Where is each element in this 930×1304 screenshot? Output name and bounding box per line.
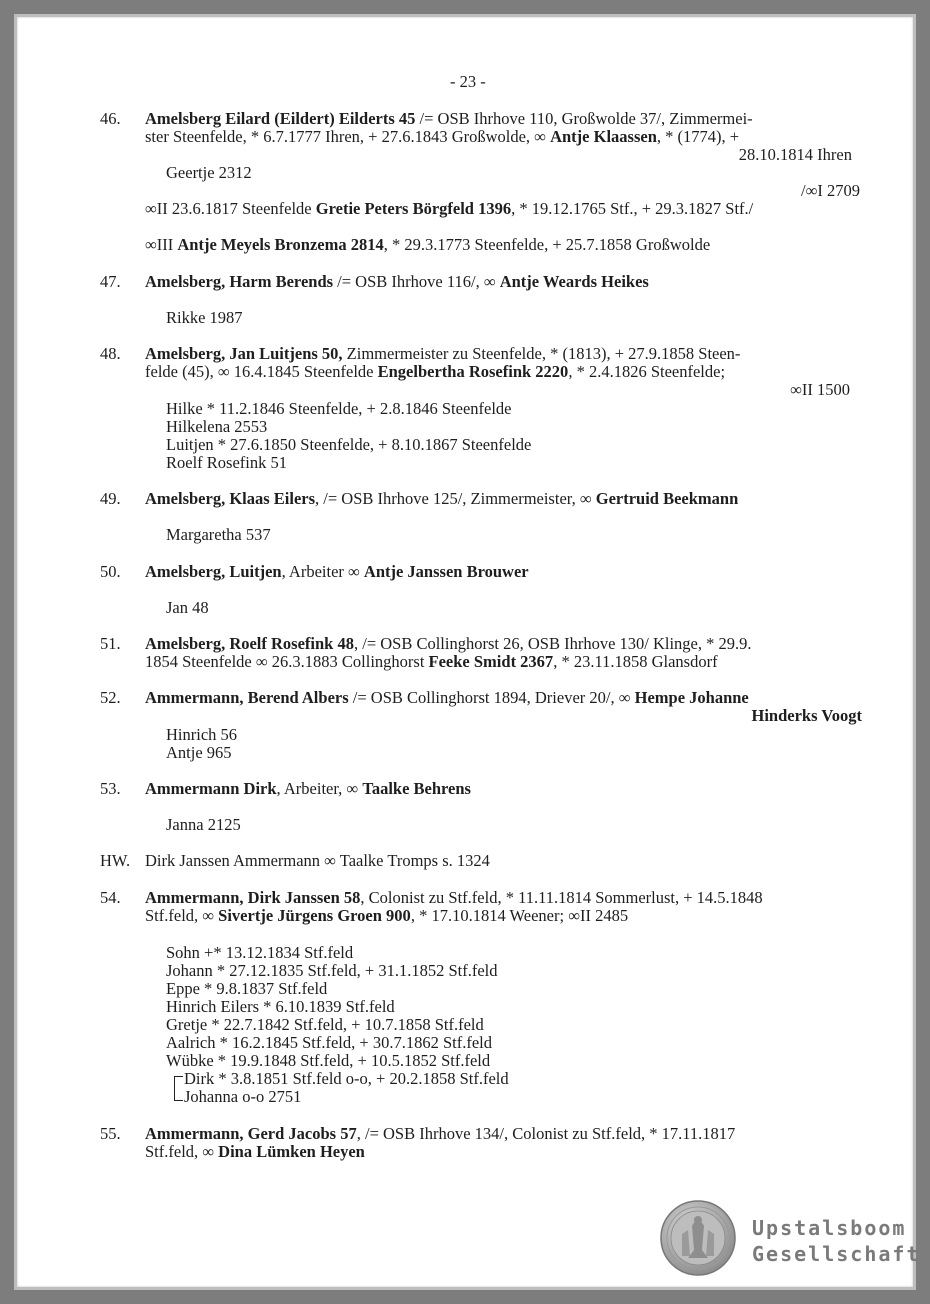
entry-number: 55. (100, 1124, 121, 1143)
person-name: Ammermann, Berend Albers (145, 688, 349, 707)
child-line: Eppe * 9.8.1837 Stf.feld (166, 979, 328, 998)
marriage-reference: ∞II 1500 (790, 380, 850, 399)
spouse-name: Dina Lümken Heyen (218, 1142, 365, 1161)
person-name: Ammermann, Gerd Jacobs 57 (145, 1124, 357, 1143)
entry-line (145, 689, 749, 707)
child-line: Rikke 1987 (166, 308, 243, 327)
entry-text: felde (45), ∞ 16.4.1845 Steenfelde (145, 362, 378, 381)
entry-number: 47. (100, 272, 121, 291)
spouse-name: Gretie Peters Börgfeld 1396 (315, 199, 512, 218)
entry-text: ∞II 23.6.1817 Steenfelde (145, 199, 316, 218)
entry-text: , /= OSB Collinghorst 26, OSB Ihrhove 130/ Klinge, * 29.9. (353, 634, 752, 653)
entry-number: 49. (100, 489, 121, 508)
entry-text: , * 2.4.1826 Steenfelde; (568, 362, 726, 381)
child-line: Jan 48 (166, 598, 209, 617)
society-name-line1: Upstalsboom (752, 1216, 907, 1240)
child-line: Dirk * 3.8.1851 Stf.feld o-o, + 20.2.1858 Stf.feld (184, 1069, 509, 1088)
entry-text: , * 19.12.1765 Stf., + 29.3.1827 Stf./ (511, 199, 754, 218)
entry-number: 50. (100, 562, 121, 581)
child-line: Johanna o-o 2751 (184, 1087, 302, 1106)
society-name-line2: Gesellschaft (752, 1242, 921, 1266)
entry-line (145, 1143, 365, 1161)
entry-text: , /= OSB Ihrhove 134/, Colonist zu Stf.feld, * 17.11.1817 (356, 1124, 736, 1143)
entry-text: ster Steenfelde, * 6.7.1777 Ihren, + 27.6.1843 Großwolde, ∞ (145, 127, 551, 146)
person-name: Ammermann Dirk (145, 779, 277, 798)
entry-line (145, 653, 718, 671)
child-line: Margaretha 537 (166, 525, 271, 544)
entry-text: Stf.feld, ∞ (145, 1142, 219, 1161)
child-line: Wübke * 19.9.1848 Stf.feld, + 10.5.1852 Stf.feld (166, 1051, 491, 1070)
entry-number: 53. (100, 779, 121, 798)
entry-text: , * 29.3.1773 Steenfelde, + 25.7.1858 Großwolde (383, 235, 711, 254)
entry-number: HW. (100, 851, 131, 870)
entry-text: /= OSB Ihrhove 116/, ∞ (333, 272, 500, 291)
child-line: Roelf Rosefink 51 (166, 453, 287, 472)
person-name: Amelsberg, Harm Berends (145, 272, 334, 291)
entry-line (145, 1125, 735, 1143)
entry-line (145, 889, 763, 907)
person-name: Amelsberg, Klaas Eilers (145, 489, 316, 508)
page-number: - 23 - (450, 72, 486, 91)
entry-line (145, 110, 753, 128)
person-name: Ammermann, Dirk Janssen 58 (145, 888, 361, 907)
child-line: Geertje 2312 (166, 163, 252, 182)
entry-text: /= OSB Ihrhove 110, Großwolde 37/, Zimmermei- (415, 109, 753, 128)
child-line: Hinrich 56 (166, 725, 238, 744)
entry-line: 28.10.1814 Ihren (738, 145, 852, 164)
entry-text: /= OSB Collinghorst 1894, Driever 20/, ∞ (348, 688, 635, 707)
entry-text: , * (1774), + (656, 127, 740, 146)
spouse-name: Hempe Johanne (634, 688, 749, 707)
marriage-reference: /∞I 2709 (801, 181, 860, 200)
child-line: Johann * 27.12.1835 Stf.feld, + 31.1.1852 Stf.feld (166, 961, 498, 980)
spouse-name: Engelbertha Rosefink 2220 (377, 362, 569, 381)
entry-line (145, 128, 739, 146)
person-name: Amelsberg Eilard (Eildert) Eilderts 45 (145, 109, 416, 128)
seal-icon (658, 1198, 738, 1278)
entry-text: 1854 Steenfelde ∞ 26.3.1883 Collinghorst (145, 652, 429, 671)
child-line: Janna 2125 (166, 815, 241, 834)
entry-line (145, 907, 628, 925)
entry-text: , /= OSB Ihrhove 125/, Zimmermeister, ∞ (315, 489, 596, 508)
child-line: Antje 965 (166, 743, 232, 762)
entry-text: Zimmermeister zu Steenfelde, * (1813), + 27.9.1858 Steen- (342, 344, 741, 363)
child-line: Sohn +* 13.12.1834 Stf.feld (166, 943, 354, 962)
entry-text: , Arbeiter, ∞ (276, 779, 363, 798)
entry-text: , Colonist zu Stf.feld, * 11.11.1814 Sommerlust, + 14.5.1848 (360, 888, 763, 907)
entry-text: , Arbeiter ∞ (281, 562, 364, 581)
person-name: Amelsberg, Roelf Rosefink 48 (145, 634, 354, 653)
person-name: Amelsberg, Luitjen (145, 562, 282, 581)
entry-line (145, 273, 649, 291)
entry-line (145, 490, 738, 508)
entry-text: ∞III (145, 235, 178, 254)
child-line: Hinrich Eilers * 6.10.1839 Stf.feld (166, 997, 395, 1016)
entry-text: Stf.feld, ∞ (145, 906, 219, 925)
entry-line (145, 345, 740, 363)
entry-number: 52. (100, 688, 121, 707)
spouse-name-continued: Hinderks Voogt (751, 706, 862, 725)
marriage-line (145, 200, 753, 218)
person-name: Amelsberg, Jan Luitjens 50, (145, 344, 343, 363)
entry-line (145, 563, 529, 581)
entry-line (145, 635, 752, 653)
society-name (752, 1215, 921, 1267)
child-line: Luitjen * 27.6.1850 Steenfelde, + 8.10.1867 Steenfelde (166, 435, 532, 454)
entry-number: 51. (100, 634, 121, 653)
marriage-line (145, 236, 710, 254)
spouse-name: Taalke Behrens (362, 779, 471, 798)
spouse-name: Feeke Smidt 2367 (428, 652, 554, 671)
child-line: Gretje * 22.7.1842 Stf.feld, + 10.7.1858 Stf.feld (166, 1015, 484, 1034)
entry-line: Dirk Janssen Ammermann ∞ Taalke Tromps s. 1324 (145, 851, 490, 870)
spouse-name: Antje Weards Heikes (499, 272, 649, 291)
entry-line (145, 363, 725, 381)
spouse-name: Sivertje Jürgens Groen 900 (218, 906, 411, 925)
child-line: Hilkelena 2553 (166, 417, 268, 436)
entry-number: 46. (100, 109, 121, 128)
child-line: Hilke * 11.2.1846 Steenfelde, + 2.8.1846 Steenfelde (166, 399, 512, 418)
spouse-name: Gertruid Beekmann (595, 489, 739, 508)
entry-text: , * 23.11.1858 Glansdorf (553, 652, 718, 671)
spouse-name: Antje Janssen Brouwer (363, 562, 529, 581)
entry-number: 48. (100, 344, 121, 363)
twin-bracket-lower (174, 1092, 183, 1101)
spouse-name: Antje Klaassen (550, 127, 657, 146)
entry-number: 54. (100, 888, 121, 907)
entry-text: , * 17.10.1814 Weener; ∞II 2485 (410, 906, 629, 925)
spouse-name: Antje Meyels Bronzema 2814 (177, 235, 384, 254)
child-line: Aalrich * 16.2.1845 Stf.feld, + 30.7.1862 Stf.feld (166, 1033, 492, 1052)
entry-line (145, 780, 471, 798)
